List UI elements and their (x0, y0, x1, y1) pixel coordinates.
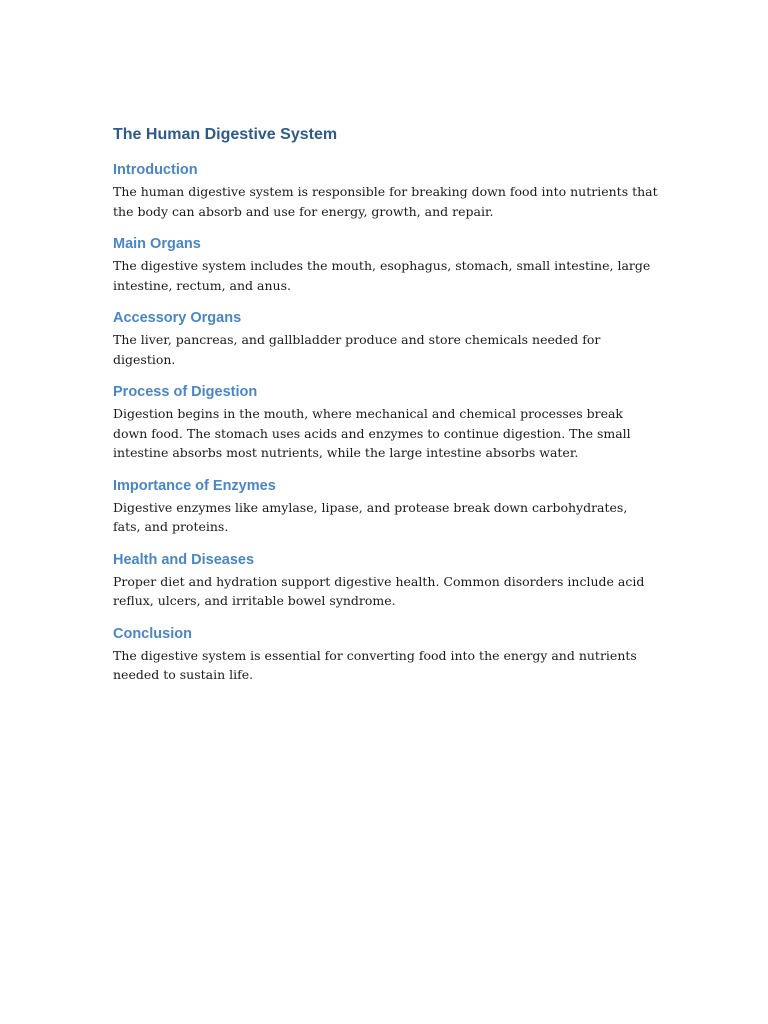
page-title: The Human Digestive System (113, 126, 338, 143)
section-body: The human digestive system is responsible for breaking down food into nutrients that the body can absorb and use for energy, growth, and repair. (113, 184, 658, 219)
section-body: Digestion begins in the mouth, where mechanical and chemical processes break down food. The stomach uses acids and enzymes to continue digestion. The small intestine absorbs most nutrients, while the large intestine absorbs water. (113, 406, 631, 460)
section-body: The digestive system is essential for converting food into the energy and nutrients needed to sustain life. (113, 647, 637, 682)
section-body: The liver, pancreas, and gallbladder produce and store chemicals needed for digestion. (113, 332, 601, 367)
section-heading: Process of Digestion (113, 384, 258, 400)
section-heading: Importance of Enzymes (113, 477, 276, 494)
document-page (113, 124, 658, 698)
section-accessory-organs (113, 308, 658, 369)
section-importance-of-enzymes (113, 476, 658, 537)
section-heading: Accessory Organs (113, 310, 242, 326)
section-body: Proper diet and hydration support digestive health. Common disorders include acid reflux, ulcers, and irritable bowel syndrome. (113, 573, 645, 608)
section-body: The digestive system includes the mouth, esophagus, stomach, small intestine, large intestine, rectum, and anus. (113, 258, 651, 293)
section-process-of-digestion (113, 382, 658, 463)
section-heading: Main Organs (113, 236, 201, 252)
section-heading: Conclusion (113, 625, 192, 642)
section-heading: Introduction (113, 162, 198, 178)
section-conclusion (113, 624, 658, 685)
section-introduction (113, 160, 658, 221)
section-main-organs (113, 234, 658, 295)
section-health-and-diseases (113, 550, 658, 611)
section-heading: Health and Diseases (113, 551, 255, 568)
section-body: Digestive enzymes like amylase, lipase, and protease break down carbohydrates, fats, and proteins. (113, 499, 628, 534)
